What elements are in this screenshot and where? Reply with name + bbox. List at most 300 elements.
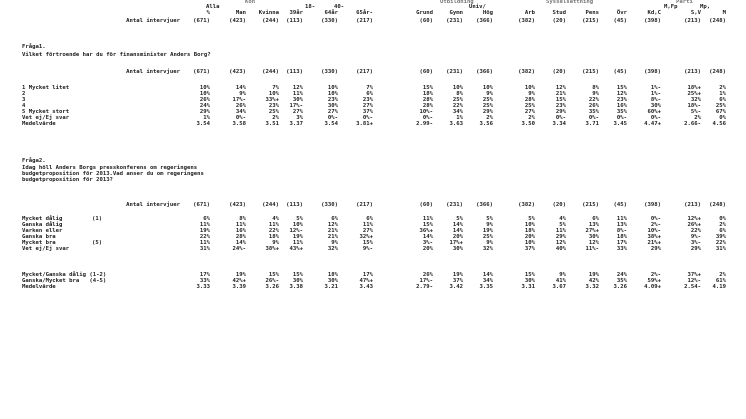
cell: 17%+ — [449, 240, 463, 246]
cell: 30% — [524, 278, 535, 284]
cell: 22% — [452, 103, 463, 109]
cell: (231) — [446, 18, 463, 24]
header-univ: Univ/ — [469, 4, 486, 10]
cell: 6% — [592, 216, 599, 222]
cell: (213) — [684, 202, 701, 208]
cell: 18%+ — [687, 85, 701, 91]
cell: 26% — [588, 103, 599, 109]
cell: 0%- — [650, 115, 661, 121]
cell: 0%- — [235, 115, 246, 121]
cell: 23% — [616, 97, 627, 103]
cell: 42% — [588, 278, 599, 284]
cell: 3.42 — [449, 284, 463, 290]
cell: 2.99- — [416, 121, 433, 127]
cell: 3.34 — [552, 121, 566, 127]
cell: 11% — [555, 228, 566, 234]
row-label: Mycket bra — [22, 240, 56, 246]
col-header: Kd,C — [647, 10, 661, 16]
cell: 7% — [366, 85, 373, 91]
col-header: Gymn — [449, 10, 463, 16]
cell: 23% — [362, 97, 373, 103]
group-header-education: Utbildning — [440, 0, 474, 5]
cell: 11% — [292, 91, 303, 97]
cell: 23% — [327, 97, 338, 103]
cell: 26% — [422, 272, 433, 278]
cell: 61% — [715, 278, 726, 284]
cell: 25% — [268, 109, 279, 115]
cell: 3.39 — [232, 284, 246, 290]
col-header: 64år — [324, 10, 338, 16]
cell: 10% — [292, 222, 303, 228]
cell: (231) — [446, 69, 463, 75]
col-header: Kvinna — [258, 10, 279, 16]
cell: 9% — [559, 272, 566, 278]
cell: 2% — [719, 222, 726, 228]
cell: 19% — [588, 272, 599, 278]
cell: 30% — [650, 103, 661, 109]
question-2-text-line-3: budgetproposition för 2013? — [22, 177, 113, 183]
cell: 1% — [719, 91, 726, 97]
cell: 18% — [616, 234, 627, 240]
cell: 25% — [524, 103, 535, 109]
cell: 39% — [715, 234, 726, 240]
cell: 21% — [327, 234, 338, 240]
cell: 8%- — [650, 97, 661, 103]
cell: (113) — [286, 69, 303, 75]
cell: 15% — [292, 272, 303, 278]
top-base-row — [0, 19, 746, 27]
cell: 0%- — [588, 115, 599, 121]
cell: 6% — [366, 216, 373, 222]
cell: 37%+ — [687, 272, 701, 278]
cell: 12%- — [687, 278, 701, 284]
cell: 32% — [327, 246, 338, 252]
cell: 19% — [452, 272, 463, 278]
cell: 5%- — [690, 109, 701, 115]
cell: 14% — [452, 228, 463, 234]
cell: 3.35 — [479, 284, 493, 290]
cell: 11% — [199, 222, 210, 228]
cell: (231) — [446, 202, 463, 208]
cell: 15% — [362, 240, 373, 246]
cell: 0%- — [327, 115, 338, 121]
cell: 11%- — [585, 246, 599, 252]
cell: (217) — [356, 69, 373, 75]
cell: 19% — [199, 228, 210, 234]
cell: 10% — [199, 85, 210, 91]
cell: 27% — [362, 103, 373, 109]
cell: 2.54- — [684, 284, 701, 290]
col-header: M — [722, 10, 726, 16]
cell: 59%+ — [647, 278, 661, 284]
cell: 8% — [239, 216, 246, 222]
table-row — [0, 285, 746, 293]
cell: (423) — [229, 18, 246, 24]
cell: 67% — [715, 109, 726, 115]
cell: 15% — [616, 85, 627, 91]
cell: 27%+ — [585, 228, 599, 234]
cell: (382) — [518, 69, 535, 75]
cell: 11% — [292, 240, 303, 246]
cell: 31% — [715, 246, 726, 252]
cell: 9% — [486, 222, 493, 228]
cell: 32%+ — [359, 234, 373, 240]
cell: 0%- — [362, 115, 373, 121]
question-1-title: Fråga1. — [22, 44, 46, 50]
cell: 12% — [616, 91, 627, 97]
cell: 23% — [555, 103, 566, 109]
cell: 10%- — [647, 228, 661, 234]
cell: 17%- — [232, 97, 246, 103]
cell: 28% — [422, 103, 433, 109]
cell: 8% — [592, 85, 599, 91]
cell: 8% — [456, 91, 463, 97]
cell: 10% — [524, 85, 535, 91]
cell: 9%- — [362, 246, 373, 252]
cell: 8%- — [616, 228, 627, 234]
cell: (244) — [262, 202, 279, 208]
cell: (248) — [709, 202, 726, 208]
cell: 19% — [292, 234, 303, 240]
cell: 3.31 — [521, 284, 535, 290]
cell: 6% — [719, 228, 726, 234]
cell: 29% — [199, 109, 210, 115]
cell: 0%- — [650, 216, 661, 222]
cell: 9%- — [690, 234, 701, 240]
cell: (244) — [262, 69, 279, 75]
cell: 15% — [422, 85, 433, 91]
cell: 3.50 — [521, 121, 535, 127]
cell: 9% — [528, 91, 535, 97]
cell: 21%+ — [647, 240, 661, 246]
cell: 3.56 — [479, 121, 493, 127]
col-header: Grund — [416, 10, 433, 16]
cell: 17%- — [289, 103, 303, 109]
cell: 2% — [719, 272, 726, 278]
cell: 11% — [422, 216, 433, 222]
cell: 3.81+ — [356, 121, 373, 127]
cell: 25% — [482, 103, 493, 109]
col-header: % — [206, 10, 210, 16]
cell: 22% — [588, 97, 599, 103]
cell: 13% — [616, 222, 627, 228]
cell: 26%- — [265, 278, 279, 284]
row-label: Antal intervjuer — [126, 18, 180, 24]
q1-base-row — [0, 70, 746, 78]
cell: 4.56 — [712, 121, 726, 127]
cell: (366) — [476, 69, 493, 75]
col-header: Stud — [552, 10, 566, 16]
cell: 11% — [362, 222, 373, 228]
cell: 29% — [690, 246, 701, 252]
cell: 3.54 — [324, 121, 338, 127]
cell: 19% — [235, 272, 246, 278]
col-header: Pens — [585, 10, 599, 16]
cell: 21% — [327, 228, 338, 234]
cell: 27% — [292, 109, 303, 115]
row-label: Ganska dålig — [22, 222, 63, 228]
cell: 28% — [235, 234, 246, 240]
cell: (671) — [193, 202, 210, 208]
cell: 29% — [555, 109, 566, 115]
cell: 12% — [555, 85, 566, 91]
cell: 11% — [199, 240, 210, 246]
cell: (213) — [684, 18, 701, 24]
cell: 40% — [555, 246, 566, 252]
cell: 27% — [327, 109, 338, 115]
cell: 15% — [555, 97, 566, 103]
cell: 21% — [555, 91, 566, 97]
col-header: Hög — [482, 10, 493, 16]
row-label: 5 Mycket stort — [22, 109, 70, 115]
row-label: Antal intervjuer — [126, 202, 180, 208]
cell: 37% — [452, 278, 463, 284]
cell: 20% — [524, 234, 535, 240]
cell: 0%- — [616, 115, 627, 121]
cell: 3.54 — [196, 121, 210, 127]
cell: 14% — [422, 234, 433, 240]
cell: 3.26 — [265, 284, 279, 290]
cell: 10%- — [419, 109, 433, 115]
cell: (366) — [476, 18, 493, 24]
cell: 14% — [482, 272, 493, 278]
cell: 3.58 — [232, 121, 246, 127]
cell: (215) — [582, 69, 599, 75]
cell: (20) — [552, 202, 566, 208]
cell: 22% — [268, 228, 279, 234]
row-label: 4 — [22, 103, 26, 109]
header-row-labels — [0, 11, 746, 19]
cell: 5% — [486, 216, 493, 222]
row-label: 1 Mycket litet — [22, 85, 70, 91]
cell: 4.09+ — [644, 284, 661, 290]
cell: 34% — [482, 278, 493, 284]
row-label: Medelvärde — [22, 284, 56, 290]
cell: (671) — [193, 18, 210, 24]
cell: 32% — [482, 246, 493, 252]
col-header: S,V — [690, 10, 701, 16]
cell: 3.71 — [585, 121, 599, 127]
cell: 6% — [719, 97, 726, 103]
cell: 1%- — [650, 85, 661, 91]
question-1-text: Vilket förtroende har du för finansminister Anders Borg? — [22, 52, 211, 58]
row-label: Antal intervjuer — [126, 69, 180, 75]
cell: 14% — [235, 85, 246, 91]
cell: 6% — [331, 216, 338, 222]
table-row — [0, 247, 746, 255]
cell: (215) — [582, 202, 599, 208]
cell: 25% — [715, 103, 726, 109]
cell: 1% — [203, 115, 210, 121]
cell: 2% — [486, 115, 493, 121]
cell: 9% — [239, 91, 246, 97]
cell: 16% — [235, 228, 246, 234]
cell: 6% — [203, 216, 210, 222]
cell: 38%+ — [265, 246, 279, 252]
cell: 0% — [719, 216, 726, 222]
table-row — [0, 122, 746, 130]
cell: 25%+ — [687, 91, 701, 97]
cell: 10% — [452, 85, 463, 91]
cell: (60) — [419, 18, 433, 24]
cell: (248) — [709, 18, 726, 24]
cell: 22% — [690, 228, 701, 234]
cell: 20% — [452, 234, 463, 240]
cell: 4.19 — [712, 284, 726, 290]
cell: (217) — [356, 202, 373, 208]
cell: 2% — [528, 115, 535, 121]
cell: 3.51 — [265, 121, 279, 127]
cell: 6% — [366, 91, 373, 97]
cell: (213) — [684, 69, 701, 75]
cell: 3.37 — [289, 121, 303, 127]
cell: 18% — [327, 272, 338, 278]
cell: 2%- — [650, 272, 661, 278]
cell: 2%- — [650, 222, 661, 228]
cell: (248) — [709, 69, 726, 75]
cell: 18% — [268, 234, 279, 240]
cell: (215) — [582, 18, 599, 24]
col-header: 39år — [289, 10, 303, 16]
cell: 15% — [524, 272, 535, 278]
cell: 29% — [482, 109, 493, 115]
cell: 15% — [268, 272, 279, 278]
cell: 31% — [199, 246, 210, 252]
cell: 4.47+ — [644, 121, 661, 127]
cell: 12% — [292, 85, 303, 91]
header-age-40: 40- — [334, 4, 345, 10]
cell: 35% — [616, 278, 627, 284]
cell: (60) — [419, 202, 433, 208]
col-header: Man — [235, 10, 246, 16]
cell: 3.32 — [585, 284, 599, 290]
cell: 35% — [588, 109, 599, 115]
cell: (382) — [518, 202, 535, 208]
cell: (330) — [321, 18, 338, 24]
col-header: Övr — [616, 10, 627, 16]
cell: 25% — [482, 97, 493, 103]
cell: (423) — [229, 69, 246, 75]
row-label: 3 — [22, 97, 26, 103]
cell: 3%- — [690, 240, 701, 246]
cell: (45) — [613, 18, 627, 24]
cell: 18% — [524, 228, 535, 234]
cell: 47%+ — [359, 278, 373, 284]
cell: 17%- — [419, 278, 433, 284]
cell: (330) — [321, 69, 338, 75]
cell: 17% — [199, 272, 210, 278]
row-code: (5) — [92, 240, 103, 246]
cell: 38%+ — [647, 234, 661, 240]
cell: (113) — [286, 18, 303, 24]
cell: 33%+ — [265, 97, 279, 103]
cell: 10% — [524, 240, 535, 246]
cell: 2% — [272, 115, 279, 121]
cell: 3.45 — [613, 121, 627, 127]
question-2-text-line-2: budgetproposition för 2013.Vad anser du om regeringens — [22, 171, 204, 177]
cell: 0%- — [555, 115, 566, 121]
cell: (217) — [356, 18, 373, 24]
cell: 27% — [362, 228, 373, 234]
cell: 43%+ — [289, 246, 303, 252]
cell: 2% — [694, 115, 701, 121]
row-label: Mycket dålig — [22, 216, 63, 222]
cell: (330) — [321, 202, 338, 208]
cell: 3.26 — [613, 284, 627, 290]
cell: 4% — [272, 216, 279, 222]
row-label: Ganska/Mycket bra (4-5) — [22, 278, 107, 284]
cell: 33% — [616, 246, 627, 252]
cell: (398) — [644, 18, 661, 24]
cell: 29% — [650, 246, 661, 252]
cell: (382) — [518, 18, 535, 24]
row-label: Medelvärde — [22, 121, 56, 127]
cell: 3.63 — [449, 121, 463, 127]
cell: 3.21 — [324, 284, 338, 290]
cell: 11% — [616, 216, 627, 222]
cell: (45) — [613, 69, 627, 75]
cell: 12% — [588, 240, 599, 246]
cell: 9% — [331, 240, 338, 246]
cell: 3.33 — [196, 284, 210, 290]
cell: 12% — [555, 240, 566, 246]
header-alla: Alla — [206, 4, 220, 10]
cell: 3%- — [422, 240, 433, 246]
header-mfp: M,Fp — [664, 4, 678, 10]
cell: 41% — [555, 278, 566, 284]
cell: 10% — [327, 85, 338, 91]
cell: 0% — [719, 115, 726, 121]
cell: 1% — [456, 115, 463, 121]
cell: 3.43 — [359, 284, 373, 290]
row-label: 2 — [22, 91, 26, 97]
cell: 26% — [199, 97, 210, 103]
cell: 30% — [292, 97, 303, 103]
group-header-occupation: Sysselsättning — [546, 0, 594, 5]
cell: 3.67 — [552, 284, 566, 290]
cell: 15% — [422, 222, 433, 228]
cell: 37% — [362, 109, 373, 115]
cell: 19% — [482, 228, 493, 234]
cell: (244) — [262, 18, 279, 24]
cell: (423) — [229, 202, 246, 208]
cell: 2.79- — [416, 284, 433, 290]
cell: 13% — [588, 222, 599, 228]
cell: 25% — [482, 234, 493, 240]
cell: (113) — [286, 202, 303, 208]
cell: 12%- — [289, 228, 303, 234]
cell: 24% — [199, 103, 210, 109]
cell: 26%+ — [687, 222, 701, 228]
cell: 10% — [268, 91, 279, 97]
cell: (398) — [644, 69, 661, 75]
cell: 2.66- — [684, 121, 701, 127]
cell: 20% — [422, 246, 433, 252]
cell: 5% — [456, 216, 463, 222]
cell: 30% — [588, 234, 599, 240]
cell: 22% — [199, 234, 210, 240]
cell: 10% — [482, 85, 493, 91]
cell: 9% — [486, 91, 493, 97]
cell: 11% — [235, 222, 246, 228]
cell: 29% — [555, 234, 566, 240]
cell: 11% — [268, 222, 279, 228]
cell: 1%- — [650, 91, 661, 97]
cell: 0%- — [422, 115, 433, 121]
cell: 9% — [592, 91, 599, 97]
cell: 26% — [235, 103, 246, 109]
group-header-party: Parti — [676, 0, 693, 5]
